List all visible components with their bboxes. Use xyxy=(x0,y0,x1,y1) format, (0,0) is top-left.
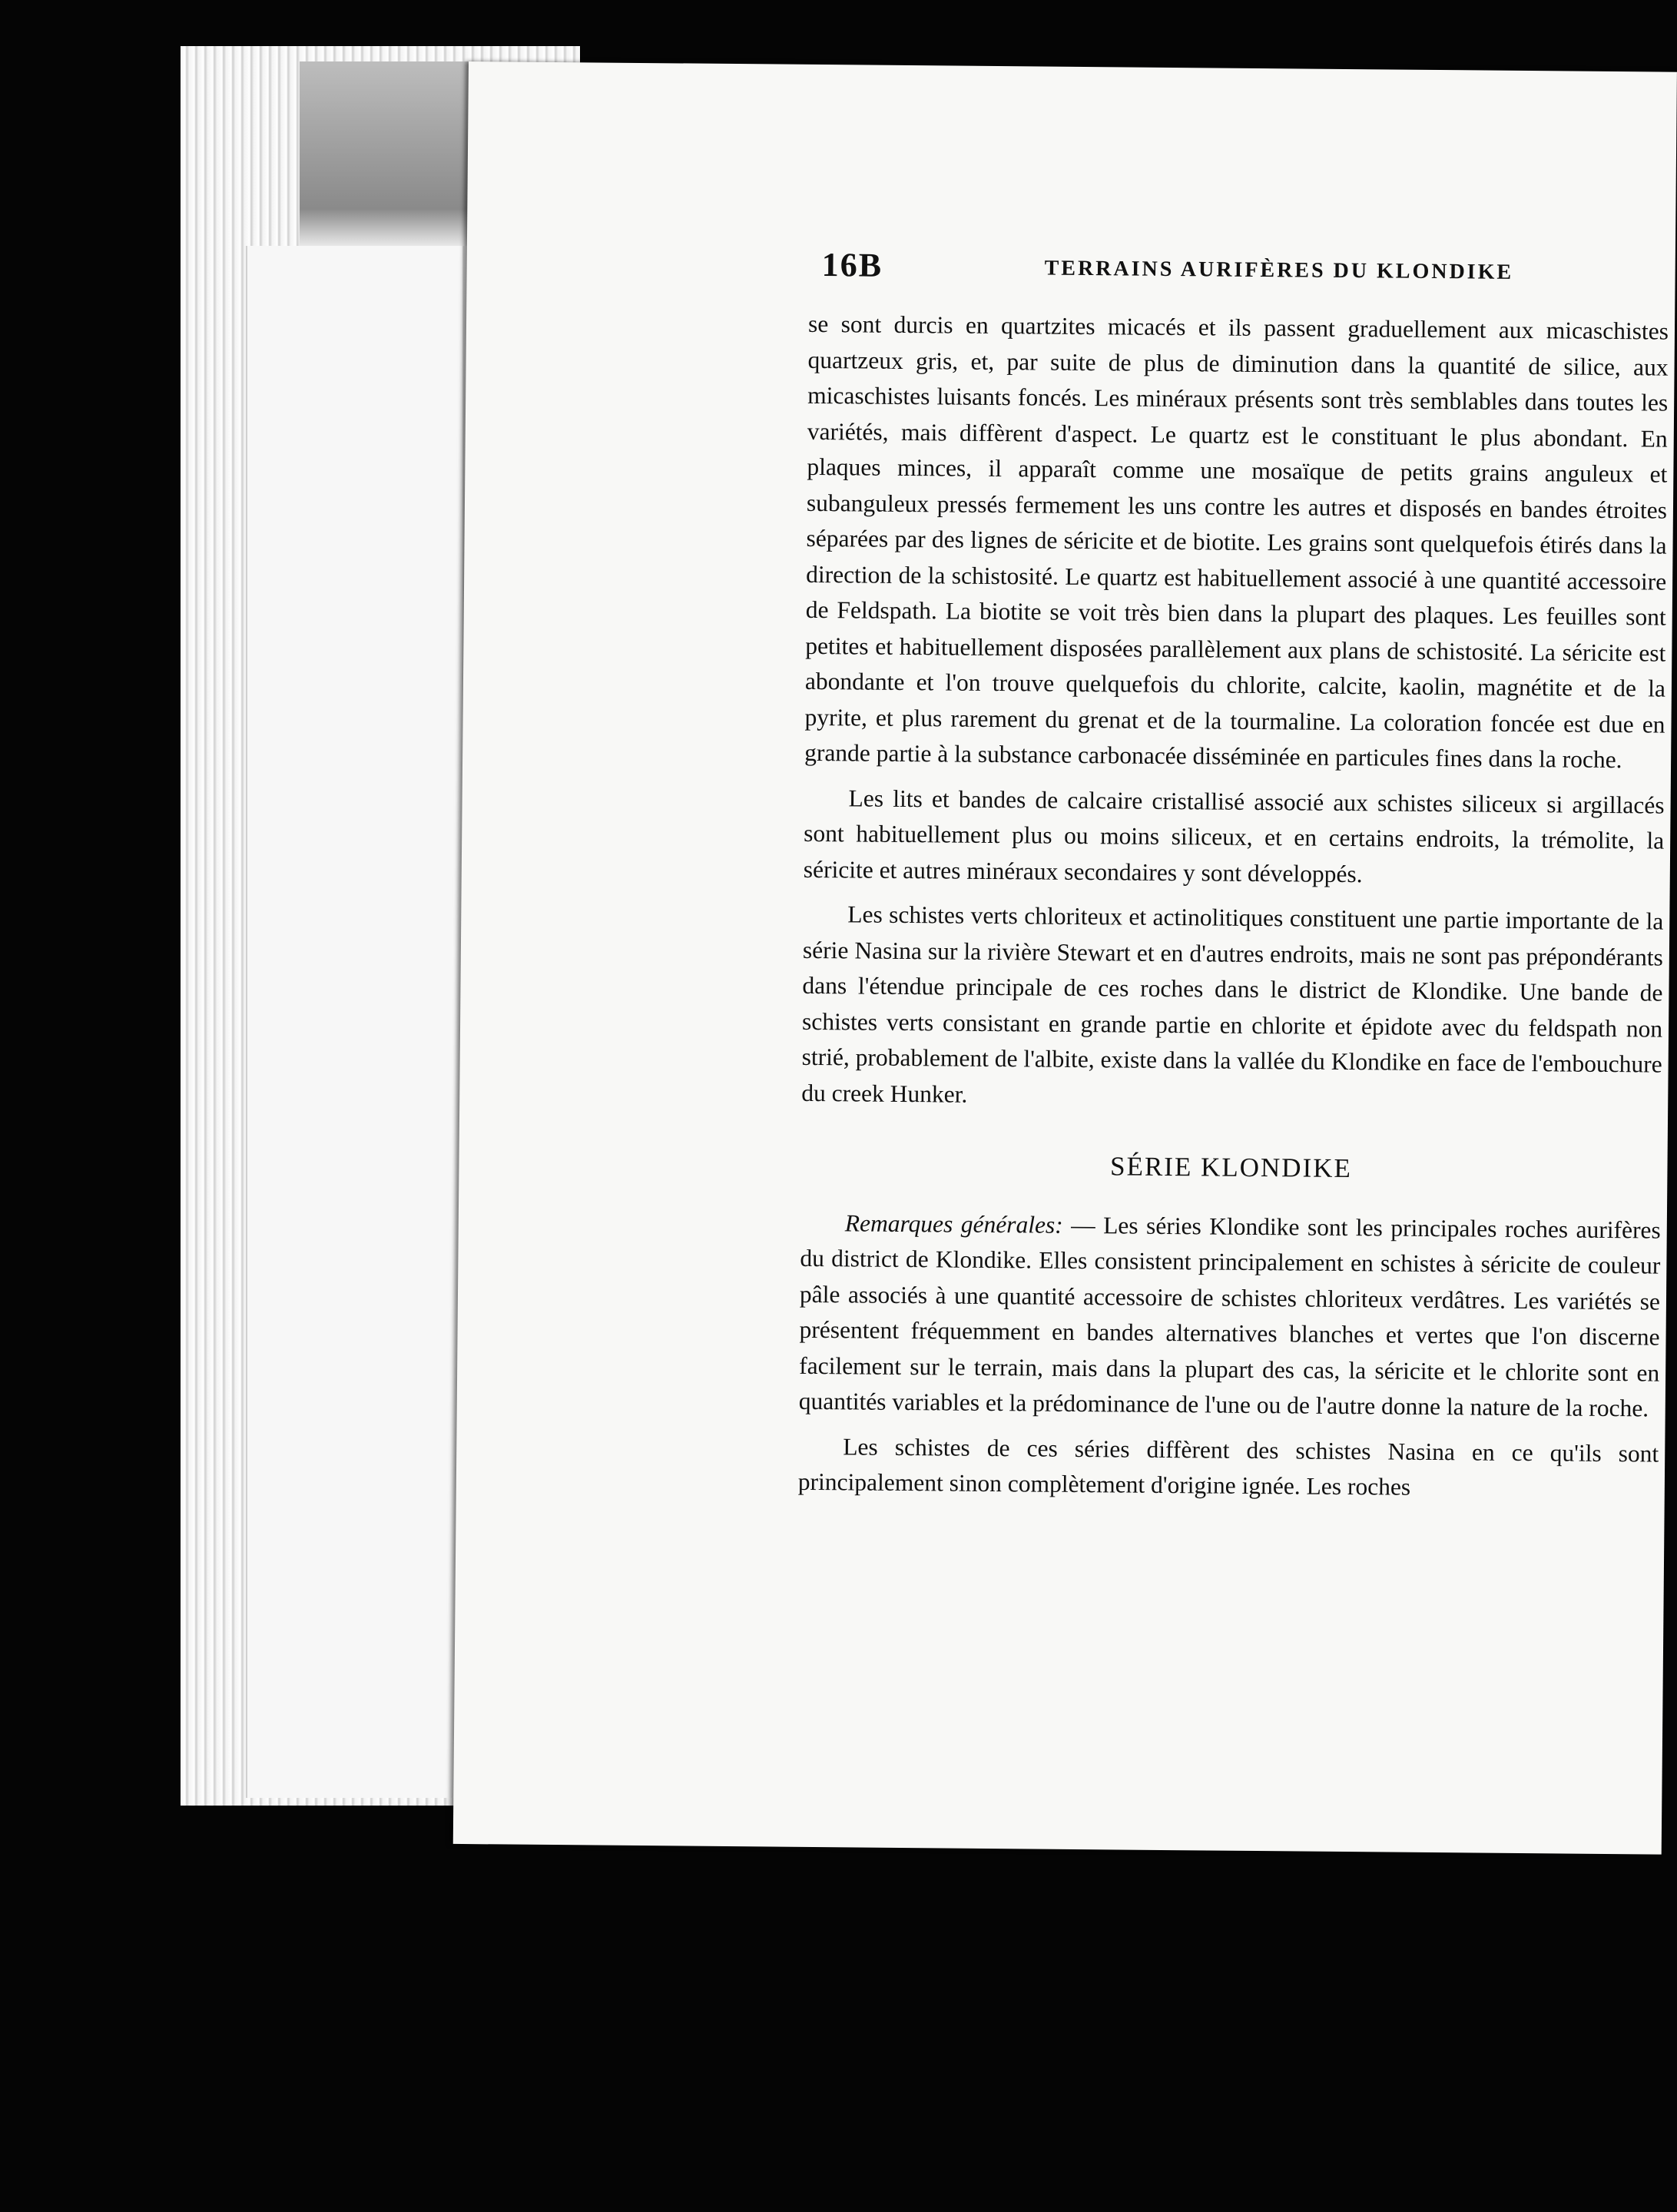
lead-italic: Remarques générales: xyxy=(844,1209,1063,1239)
page-body xyxy=(798,307,1669,1507)
paragraph-3: Les schistes verts chloriteux et actinolitiques constituent une partie importante de la série Nasina sur la rivière Stewart et en d'autres endroits, mais ne sont pas prépondérants dans l'étendue principale de ces roches dans le district de Klondike. Une bande de schistes verts consistant en grande partie en chlorite et épidote avec du feldspath non strié, probablement de l'albite, existe dans la vallée du Klondike en face de l'embouchure du creek Hunker. xyxy=(801,900,1664,1108)
section-heading: SÉRIE KLONDIKE xyxy=(1109,1151,1353,1184)
running-title: TERRAINS AURIFÈRES DU KLONDIKE xyxy=(1044,256,1514,284)
book-page xyxy=(453,61,1677,1855)
page-header xyxy=(821,245,1666,299)
page-edge-shadow xyxy=(300,61,476,246)
paragraph-last: Les schistes de ces séries diffèrent des schistes Nasina en ce qu'ils sont principalement sinon complètement d'origine ignée. Les roches xyxy=(797,1432,1659,1501)
section-lead-paragraph xyxy=(799,1205,1661,1427)
underlying-sheet xyxy=(246,246,462,1798)
page-number: 16B xyxy=(821,246,883,284)
lead-rest: — Les séries Klondike sont les principales roches aurifères du district de Klondike. Elles consistent principalement en schistes à séricite de couleur pâle associés à une quantité accessoire de schistes chloriteux verdâtres. Les variétés se présentent fréquemment en bandes alternatives blanches et vertes que l'on discerne facilement sur le terrain, mais dans la plupart des cas, la séricite et le chlorite sont en quantités variables et la prédominance de l'une ou de l'autre donne la nature de la roche. xyxy=(798,1211,1661,1422)
paragraph-1: se sont durcis en quartzites micacés et ils passent graduellement aux micaschistes quartzeux gris, et, par suite de plus de diminution dans la quantité de silice, aux micaschistes luisants foncés. Les minéraux présents sont très semblables dans toutes les variétés, mais diffèrent d'aspect. Le quartz est le constituant le plus abondant. En plaques minces, il apparaît comme une mosaïque de petits grains anguleux et subanguleux pressés fermement les uns contre les autres et disposés en bandes étroites séparées par des lignes de séricite et de biotite. Les grains sont quelquefois étirés dans la direction de la schistosité. Le quartz est habituellement associé à une quantité accessoire de Feldspath. La biotite se voit très bien dans la plupart des plaques. Les feuilles sont petites et habituellement disposées parallèlement aux plans de schistosité. La séricite est abondante et l'on trouve quelquefois du chlorite, calcite, kaolin, magnétite et de la pyrite, et plus rarement du grenat et de la tourmaline. La coloration foncée est due en grande partie à la substance carbonacée disséminée en particules fines dans la roche. xyxy=(804,310,1669,774)
paragraph-2: Les lits et bandes de calcaire cristallisé associé aux schistes siliceux si argillacés sont habituellement plus ou moins siliceux, et en certains endroits, la trémolite, la séricite et autres minéraux secondaires y sont développés. xyxy=(803,784,1665,887)
